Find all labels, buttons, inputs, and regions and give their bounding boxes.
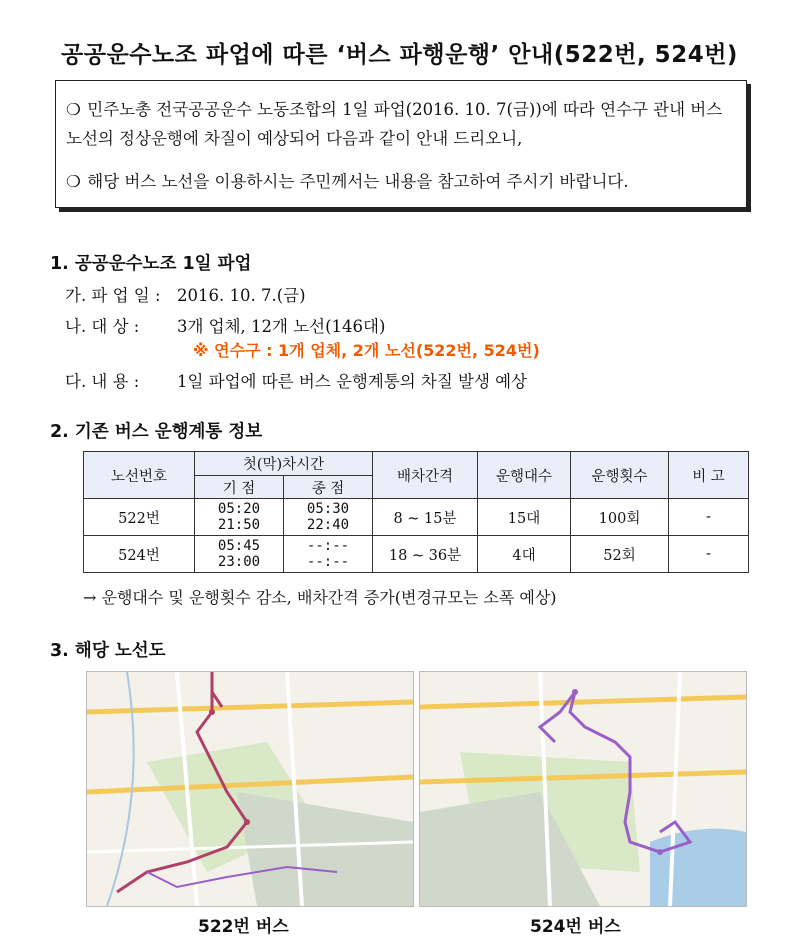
bullet-icon: ❍ [66,100,81,119]
route-524-map [419,671,747,907]
caption-524: 524번 버스 [530,917,621,937]
notice-box [55,80,747,208]
header-interval: 배차간격 [373,452,478,499]
header-route: 노선번호 [84,452,195,499]
notice-paragraph-1: ❍ 민주노총 전국공공운수 노동조합의 1일 파업(2016. 10. 7(금))에 따라 연수구 관내 버스 노선의 정상운행에 차질이 예상되어 다음과 같이 안내 드리오니, [66,95,741,153]
header-start: 기 점 [195,476,284,499]
yeonsu-highlight: ※ 연수구 : 1개 업체, 2개 노선(522번, 524번) [193,341,540,360]
route-522-map-image [87,672,413,906]
table-row: 522번 05:20 21:50 05:30 22:40 8 ~ 15분 15대 100회 - [84,499,749,536]
header-note: 비 고 [669,452,749,499]
notice-paragraph-2: ❍ 해당 버스 노선을 이용하시는 주민께서는 내용을 참고하여 주시기 바랍니다. [66,167,741,196]
route-524-map-image [420,672,746,906]
target-row: 나. 대 상 : 3개 업체, 12개 노선(146대) [65,317,386,336]
table-row: 524번 05:45 23:00 --:-- --:-- 18 ~ 36분 4대 52회 - [84,536,749,573]
strike-date-row: 가. 파 업 일 : 2016. 10. 7.(금) [65,286,306,305]
header-buses: 운행대수 [478,452,571,499]
section2-heading: 2. 기존 버스 운행계통 정보 [50,422,263,442]
caption-522: 522번 버스 [198,917,289,937]
header-firstlast: 첫(막)차시간 [195,452,373,476]
page-title: 공공운수노조 파업에 따른 ‘버스 파행운행’ 안내(522번, 524번) [61,42,738,68]
header-trips: 운행횟수 [571,452,669,499]
header-end: 종 점 [284,476,373,499]
section1-heading: 1. 공공운수노조 1일 파업 [50,254,252,274]
bus-info-table [83,451,749,573]
content-row: 다. 내 용 : 1일 파업에 따른 버스 운행계통의 차질 발생 예상 [65,372,528,391]
route-522-map [86,671,414,907]
table-remark: → 운행대수 및 운행횟수 감소, 배차간격 증가(변경규모는 소폭 예상) [83,588,557,607]
section3-heading: 3. 해당 노선도 [50,641,166,661]
bullet-icon: ❍ [66,172,81,191]
